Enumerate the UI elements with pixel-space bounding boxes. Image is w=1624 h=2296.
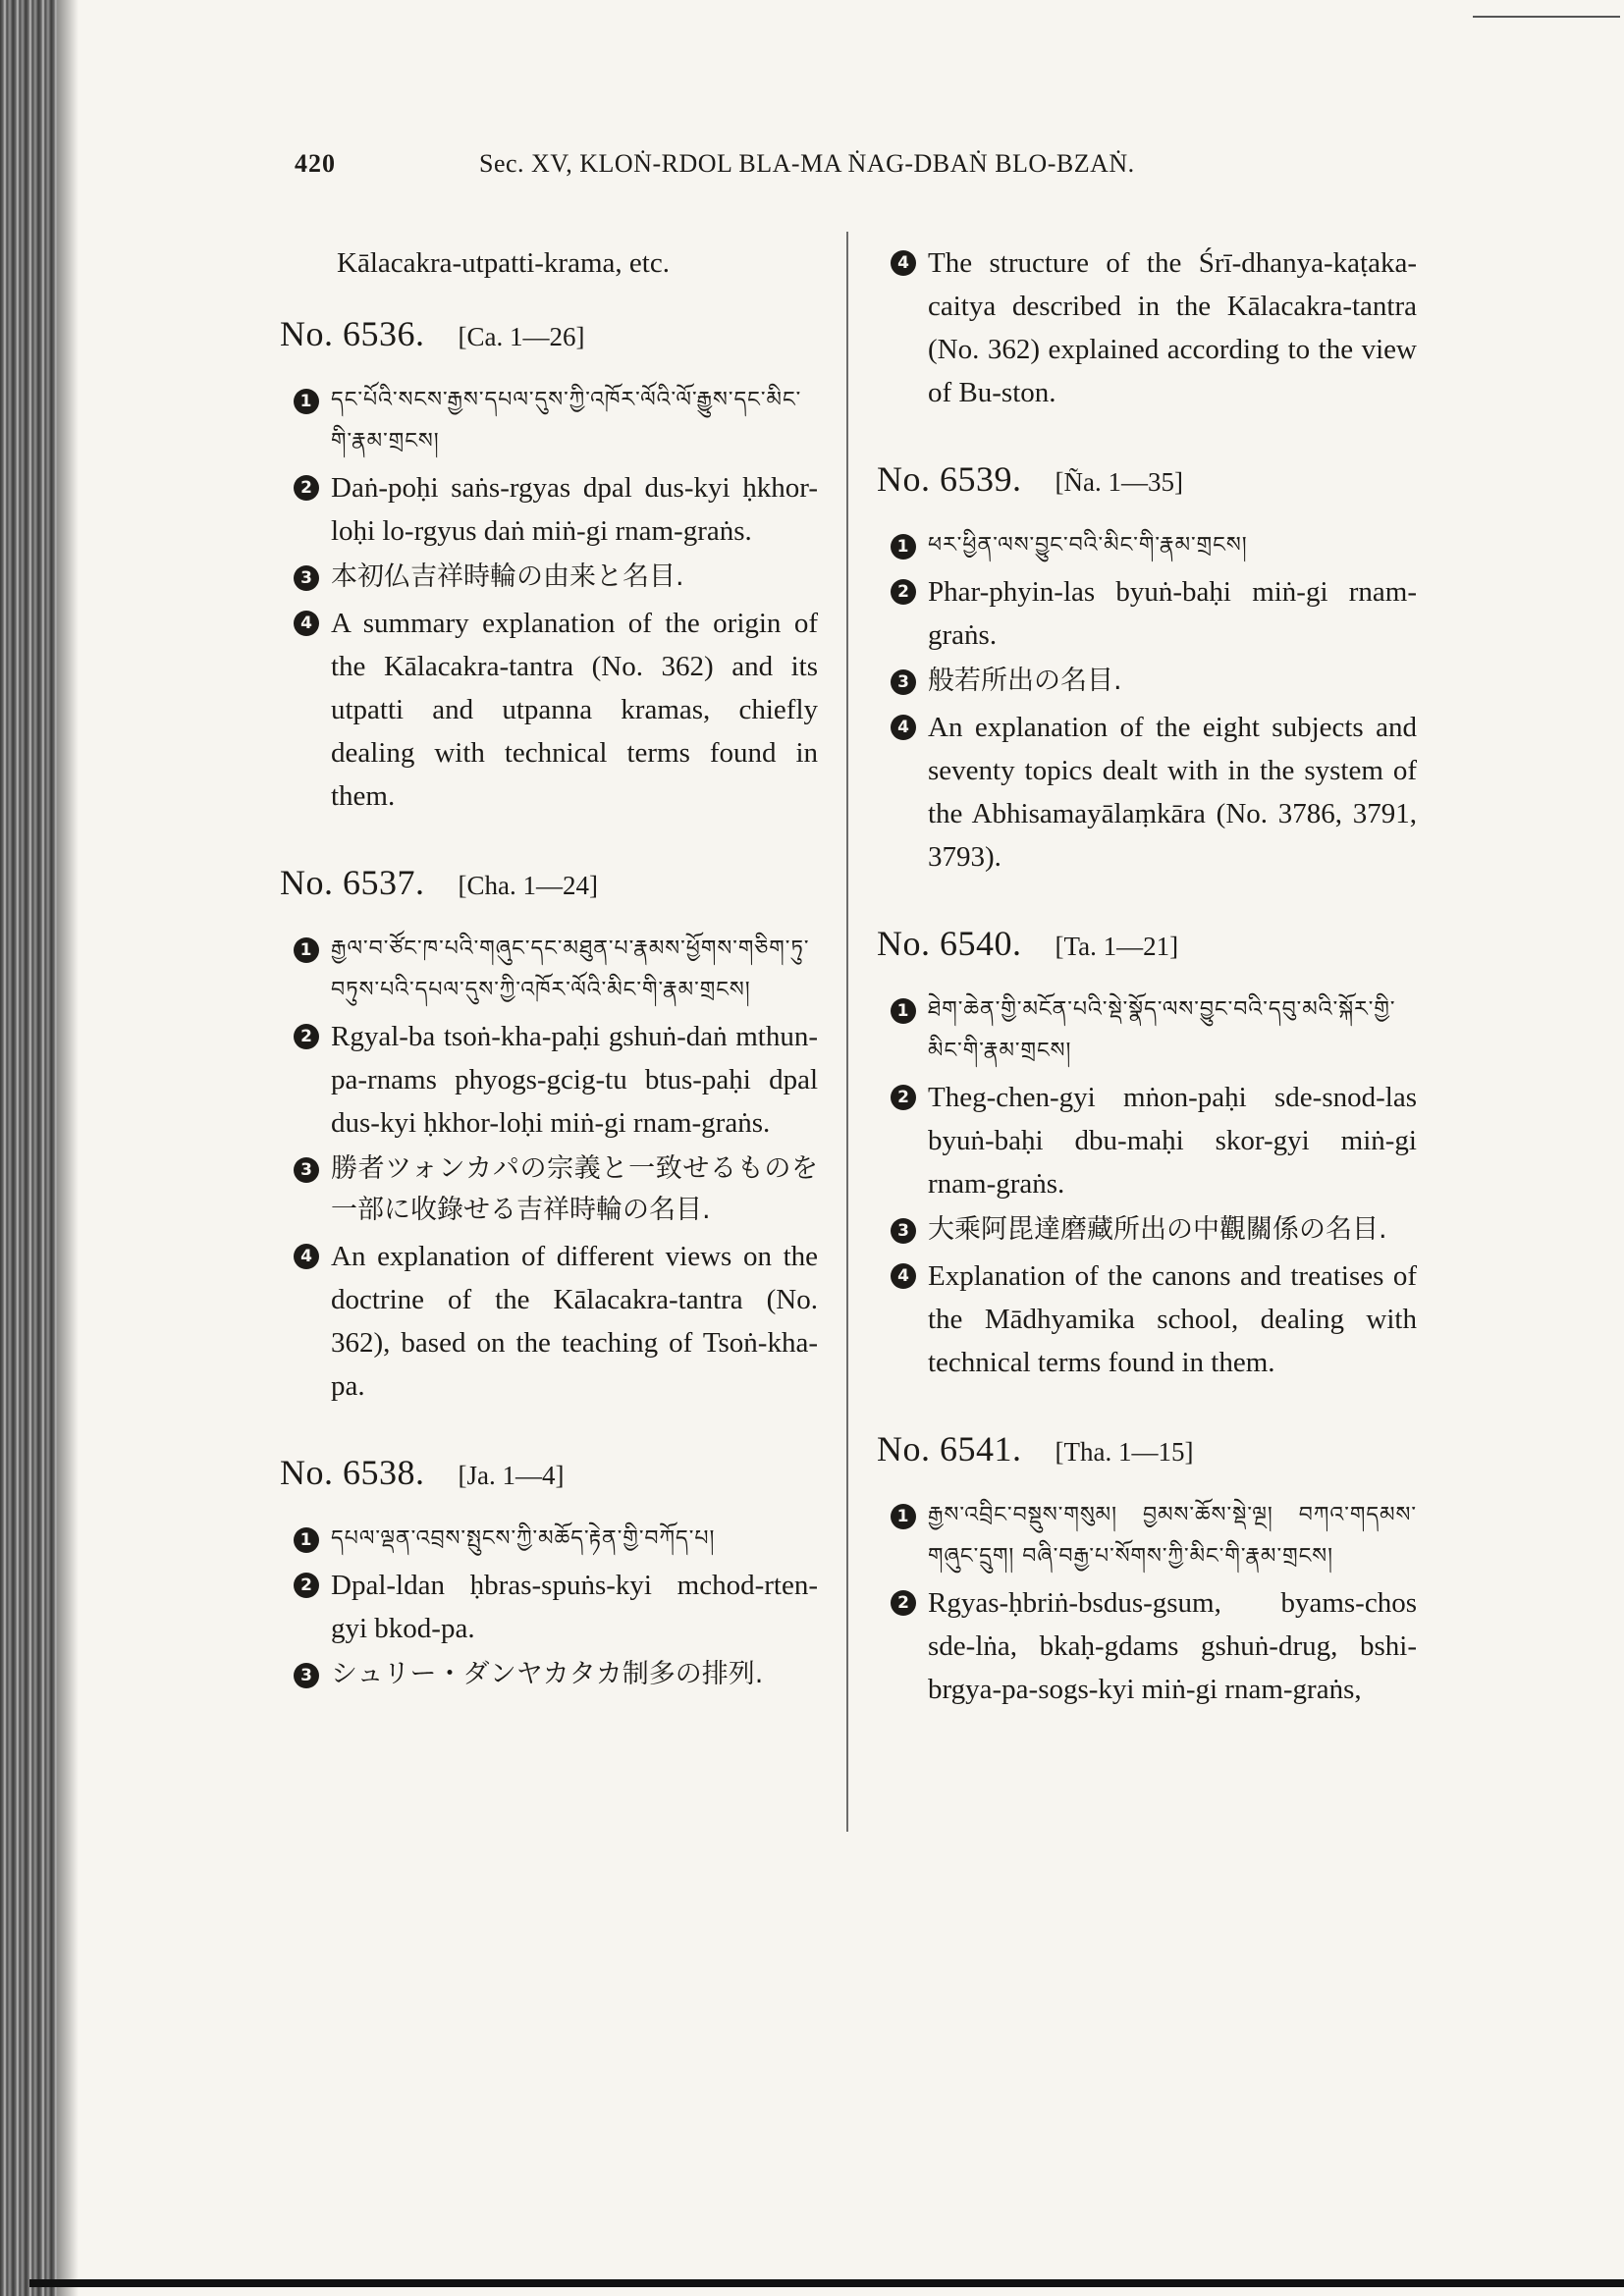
entry-6537 xyxy=(280,861,818,1408)
column-divider xyxy=(846,232,848,1832)
entry-reference: [Ca. 1—26] xyxy=(458,322,585,351)
circled-number-3-icon: 3 xyxy=(891,1218,916,1244)
entry-6538-continued xyxy=(877,241,1417,414)
entry-heading xyxy=(877,457,1417,504)
entry-heading xyxy=(877,1427,1417,1473)
entry-number: No. 6540. xyxy=(877,924,1022,963)
tibetan-title: 1 ཕར་ཕྱིན་ལས་བྱུང་བའི་མིང་གི་རྣམ་གྲངས། xyxy=(877,525,1417,566)
transliteration: 2 Rgyal-ba tsoṅ-kha-paḥi gshuṅ-daṅ mthun-pa-rnams phyogs-gcig-tu btus-paḥi dpal dus-kyi ḥkhor-loḥi miṅ-gi rnam-graṅs. xyxy=(280,1015,818,1145)
circled-number-4-icon: 4 xyxy=(891,715,916,740)
running-head: Sec. XV, KLOṄ-RDOL BLA-MA ṄAG-DBAṄ BLO-BZAṄ. xyxy=(479,149,1135,178)
circled-number-4-icon: 4 xyxy=(294,611,319,636)
circled-number-2-icon: 2 xyxy=(891,1085,916,1110)
top-edge-rule xyxy=(1473,16,1620,18)
entry-heading xyxy=(877,922,1417,968)
entry-number: No. 6537. xyxy=(280,863,425,902)
circled-number-1-icon: 1 xyxy=(294,1527,319,1553)
transliteration: 2 Daṅ-poḥi saṅs-rgyas dpal dus-kyi ḥkhor-loḥi lo-rgyus daṅ miṅ-gi rnam-graṅs. xyxy=(280,466,818,553)
circled-number-3-icon: 3 xyxy=(294,565,319,591)
circled-number-2-icon: 2 xyxy=(294,475,319,501)
circled-number-1-icon: 1 xyxy=(891,1504,916,1529)
english-description: 4 Explanation of the canons and treatises of the Mādhyamika school, dealing with technical terms found in them. xyxy=(877,1255,1417,1384)
circled-number-3-icon: 3 xyxy=(294,1663,319,1688)
right-column xyxy=(877,241,1417,1754)
circled-number-2-icon: 2 xyxy=(891,579,916,605)
circled-number-2-icon: 2 xyxy=(891,1590,916,1616)
entry-number: No. 6538. xyxy=(280,1453,425,1492)
circled-number-3-icon: 3 xyxy=(294,1157,319,1183)
entry-number: No. 6536. xyxy=(280,314,425,353)
entry-heading xyxy=(280,312,818,358)
tibetan-title: 1 ཐེག་ཆེན་གྱི་མངོན་པའི་སྡེ་སྣོད་ལས་བྱུང་བའི་དབུ་མའི་སྐོར་གྱི་མིང་གི་རྣམ་གྲངས། xyxy=(877,989,1417,1072)
tibetan-title: 1 རྒྱས་འབྲིང་བསྡུས་གསུམ། བྱམས་ཆོས་སྡེ་ལྔ། བཀའ་གདམས་གཞུང་དྲུག། བཞི་བརྒྱ་པ་སོགས་ཀྱི་མིང་གི་རྣམ་གྲངས། xyxy=(877,1495,1417,1577)
circled-number-4-icon: 4 xyxy=(891,250,916,276)
left-column xyxy=(280,241,818,1738)
circled-number-2-icon: 2 xyxy=(294,1024,319,1049)
circled-number-1-icon: 1 xyxy=(294,389,319,414)
english-description: 4 An explanation of different views on the doctrine of the Kālacakra-tantra (No. 362), based on the teaching of Tsoṅ-kha-pa. xyxy=(280,1235,818,1408)
transliteration: 2 Theg-chen-gyi mṅon-paḥi sde-snod-las byuṅ-baḥi dbu-maḥi skor-gyi miṅ-gi rnam-graṅs. xyxy=(877,1076,1417,1205)
circled-number-4-icon: 4 xyxy=(891,1263,916,1289)
transliteration: 2 Dpal-ldan ḥbras-spuṅs-kyi mchod-rten-gyi bkod-pa. xyxy=(280,1564,818,1650)
tibetan-title: 1 དཔལ་ལྡན་འབྲས་སྤུངས་ཀྱི་མཆོད་རྟེན་གྱི་བཀོད་པ། xyxy=(280,1519,818,1560)
entry-6536 xyxy=(280,312,818,818)
japanese-title: 3 勝者ツォンカパの宗義と一致せるものを一部に收錄せる吉祥時輪の名目. xyxy=(280,1148,818,1231)
transliteration: 2 Phar-phyin-las byuṅ-baḥi miṅ-gi rnam-graṅs. xyxy=(877,570,1417,657)
entry-heading xyxy=(280,1451,818,1497)
english-description: 4 The structure of the Śrī-dhanya-kaṭaka-caitya described in the Kālacakra-tantra (No. 362) explained according to the view of Bu-ston. xyxy=(877,241,1417,414)
page-number: 420 xyxy=(295,149,336,178)
entry-reference: [Tha. 1—15] xyxy=(1055,1437,1194,1467)
circled-number-2-icon: 2 xyxy=(294,1573,319,1598)
carry-over-title: Kālacakra-utpatti-krama, etc. xyxy=(337,247,670,279)
tibetan-title: 1 དང་པོའི་སངས་རྒྱས་དཔལ་དུས་ཀྱི་འཁོར་ལོའི་ལོ་རྒྱུས་དང་མིང་གི་རྣམ་གྲངས། xyxy=(280,380,818,462)
japanese-title: 3 本初仏吉祥時輪の由来と名目. xyxy=(280,557,818,598)
japanese-title: 3 般若所出の名目. xyxy=(877,661,1417,702)
japanese-title: 3 大乘阿毘達磨藏所出の中觀關係の名目. xyxy=(877,1209,1417,1251)
japanese-title: 3 シュリー・ダンヤカタカ制多の排列. xyxy=(280,1654,818,1695)
entry-reference: [Ta. 1—21] xyxy=(1055,932,1179,961)
entry-6538 xyxy=(280,1451,818,1695)
circled-number-4-icon: 4 xyxy=(294,1244,319,1269)
circled-number-1-icon: 1 xyxy=(294,937,319,963)
circled-number-1-icon: 1 xyxy=(891,534,916,560)
circled-number-3-icon: 3 xyxy=(891,669,916,695)
binding-shadow xyxy=(57,0,79,2296)
entry-6541 xyxy=(877,1427,1417,1711)
entry-6540 xyxy=(877,922,1417,1384)
entry-reference: [Ña. 1—35] xyxy=(1055,467,1183,497)
entry-number: No. 6541. xyxy=(877,1429,1022,1468)
tibetan-title: 1 རྒྱལ་བ་ཙོང་ཁ་པའི་གཞུང་དང་མཐུན་པ་རྣམས་ཕྱོགས་གཅིག་ཏུ་བཏུས་པའི་དཔལ་དུས་ཀྱི་འཁོར་ལོའི་མིང་གི་རྣམ་གྲངས། xyxy=(280,929,818,1011)
english-description: 4 An explanation of the eight subjects and seventy topics dealt with in the system of the Abhisamayālaṃkāra (No. 3786, 3791, 3793). xyxy=(877,706,1417,879)
entry-reference: [Cha. 1—24] xyxy=(458,871,598,900)
entry-heading xyxy=(280,861,818,907)
circled-number-1-icon: 1 xyxy=(891,998,916,1024)
transliteration: 2 Rgyas-ḥbriṅ-bsdus-gsum, byams-chos sde-lṅa, bkaḥ-gdams gshuṅ-drug, bshi-brgya-pa-sogs-kyi miṅ-gi rnam-graṅs, xyxy=(877,1581,1417,1711)
entry-6539 xyxy=(877,457,1417,879)
book-binding-edge xyxy=(0,0,57,2296)
entry-reference: [Ja. 1—4] xyxy=(458,1461,565,1490)
english-description: 4 A summary explanation of the origin of the Kālacakra-tantra (No. 362) and its utpatti and utpanna kramas, chiefly dealing with technical terms found in them. xyxy=(280,602,818,818)
entry-number: No. 6539. xyxy=(877,459,1022,499)
bottom-edge-rule xyxy=(29,2279,1624,2287)
